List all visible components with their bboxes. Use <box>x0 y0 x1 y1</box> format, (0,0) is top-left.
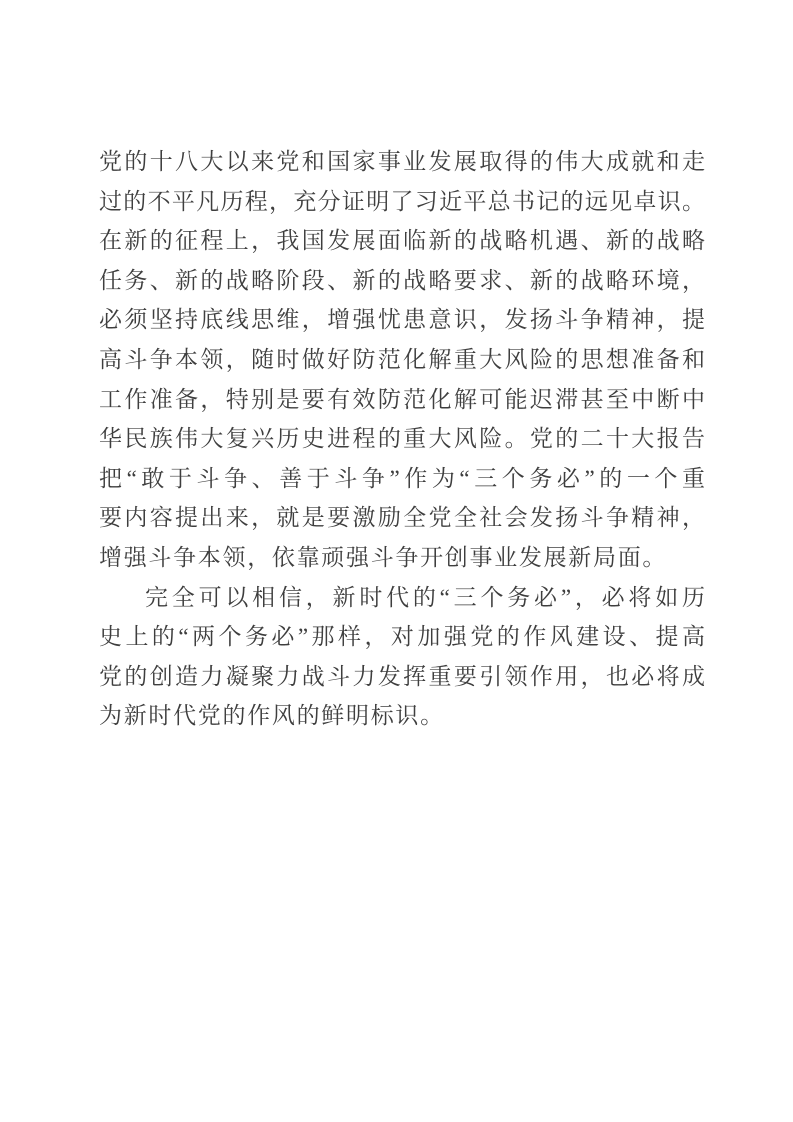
text-line: 完全可以相信，新时代的“三个务必”，必将如历 <box>145 584 705 610</box>
text-line: 高斗争本领，随时做好防范化解重大风险的思想准备和 <box>99 346 705 372</box>
text-line: 华民族伟大复兴历史进程的重大风险。党的二十大报告 <box>99 426 705 452</box>
paragraph-2 <box>99 578 705 736</box>
text-line: 党的创造力凝聚力战斗力发挥重要引领作用，也必将成 <box>99 663 705 689</box>
text-line: 党的十八大以来党和国家事业发展取得的伟大成就和走 <box>99 149 705 174</box>
text-line: 过的不平凡历程，充分证明了习近平总书记的远见卓识。 <box>99 188 705 214</box>
text-block <box>99 142 705 736</box>
text-line: 要内容提出来，就是要激励全党全社会发扬斗争精神， <box>99 505 705 531</box>
text-line: 把“敢于斗争、善于斗争”作为“三个务必”的一个重 <box>99 465 705 491</box>
text-line: 史上的“两个务必”那样，对加强党的作风建设、提高 <box>99 624 705 650</box>
text-line: 工作准备，特别是要有效防范化解可能迟滞甚至中断中 <box>99 386 705 412</box>
text-line: 必须坚持底线思维，增强忧患意识，发扬斗争精神，提 <box>99 307 705 333</box>
text-line: 为新时代党的作风的鲜明标识。 <box>99 703 445 729</box>
paragraph-1 <box>99 142 705 578</box>
text-line: 在新的征程上，我国发展面临新的战略机遇、新的战略 <box>99 228 705 254</box>
text-line: 任务、新的战略阶段、新的战略要求、新的战略环境， <box>99 267 705 293</box>
text-line: 增强斗争本领，依靠顽强斗争开创事业发展新局面。 <box>99 544 668 570</box>
